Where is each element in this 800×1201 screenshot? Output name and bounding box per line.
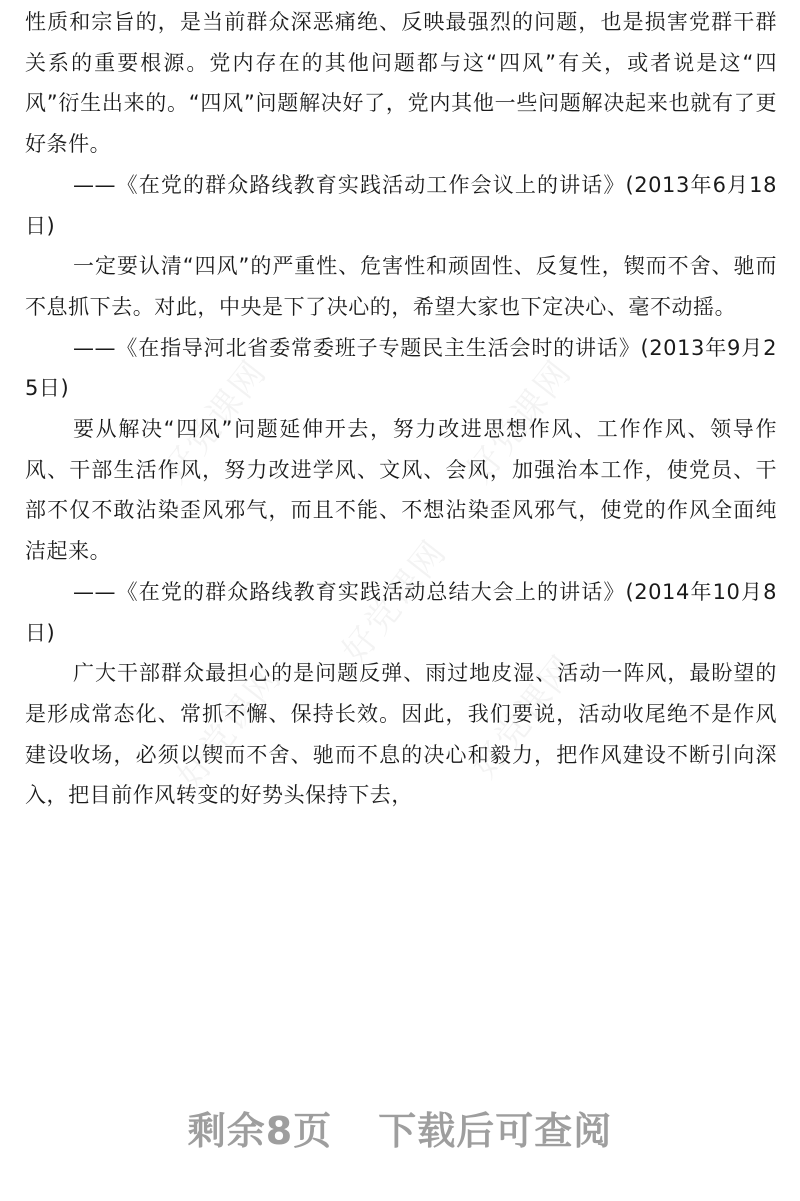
download-banner[interactable] [0, 1100, 800, 1155]
watermark: 好党课网 [334, 532, 455, 671]
paragraph-continuation: 性质和宗旨的，是当前群众深恶痛绝、反映最强烈的问题，也是损害党群干群关系的重要根源。党内存在的其他问题都与这“四风”有关，或者说是这“四风”衍生出来的。“四风”问题解决好了，党内其他一些问题解决起来也就有了更好条件。 [25, 10, 777, 157]
citation-source: ——《在党的群众路线教育实践活动总结大会上的讲话》(2014年10月8日) [25, 579, 777, 645]
watermark: 好党课网 [154, 352, 275, 491]
document-body [25, 2, 777, 816]
watermark: 好党课网 [464, 647, 585, 786]
remaining-pages-label[interactable]: 剩余8页 [187, 1109, 333, 1153]
watermark: 好党课网 [459, 352, 580, 491]
paragraph: 要从解决“四风”问题延伸开去，努力改进思想作风、工作作风、领导作风、干部生活作风，努力改进学风、文风、会风，加强治本工作，使党员、干部不仅不敢沾染歪风邪气，而且不能、不想沾染歪风邪气，使党的作风全面纯洁起来。 [25, 417, 777, 564]
citation-source: ——《在党的群众路线教育实践活动工作会议上的讲话》(2013年6月18日) [25, 172, 777, 238]
download-prompt-label[interactable]: 下载后可查阅 [378, 1109, 613, 1153]
paragraph: 一定要认清“四风”的严重性、危害性和顽固性、反复性，锲而不舍、驰而不息抓下去。对此，中央是下了决心的，希望大家也下定决心、毫不动摇。 [25, 254, 777, 319]
watermark: 好党课网 [169, 657, 290, 796]
paragraph: 广大干部群众最担心的是问题反弹、雨过地皮湿、活动一阵风，最盼望的是形成常态化、常抓不懈、保持长效。因此，我们要说，活动收尾绝不是作风建设收场，必须以锲而不舍、驰而不息的决心和毅力，把作风建设不断引向深入，把目前作风转变的好势头保持下去， [25, 661, 777, 808]
citation-source: ——《在指导河北省委常委班子专题民主生活会时的讲话》(2013年9月25日) [25, 335, 777, 401]
